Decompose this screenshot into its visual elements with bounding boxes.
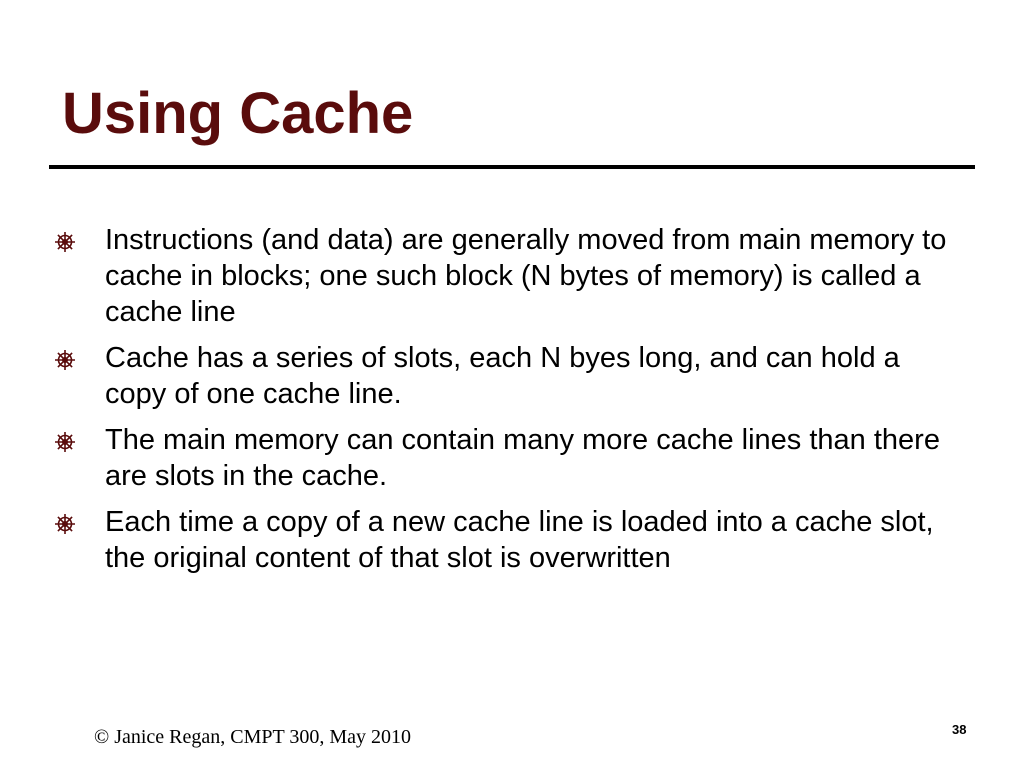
footer-copyright: © Janice Regan, CMPT 300, May 2010 bbox=[94, 726, 412, 748]
title-divider bbox=[49, 165, 975, 169]
list-item bbox=[0, 222, 950, 330]
slide-title: Using Cache bbox=[62, 81, 414, 146]
ship-wheel-icon bbox=[54, 513, 76, 535]
bullet-text: The main memory can contain many more cache lines than there are slots in the cache. bbox=[105, 424, 940, 492]
list-item bbox=[0, 340, 950, 412]
ship-wheel-icon bbox=[54, 431, 76, 453]
bullet-text: Cache has a series of slots, each N byes long, and can hold a copy of one cache line. bbox=[105, 342, 900, 410]
list-item bbox=[0, 504, 950, 576]
bullet-text: Each time a copy of a new cache line is loaded into a cache slot, the original content of that slot is overwritten bbox=[105, 506, 934, 574]
list-item bbox=[0, 422, 950, 494]
ship-wheel-icon bbox=[54, 349, 76, 371]
bullet-text: Instructions (and data) are generally moved from main memory to cache in blocks; one such block (N bytes of memory) is called a cache line bbox=[105, 224, 947, 328]
page-number: 38 bbox=[952, 722, 967, 737]
ship-wheel-icon bbox=[54, 231, 76, 253]
bullet-list bbox=[0, 222, 1024, 586]
